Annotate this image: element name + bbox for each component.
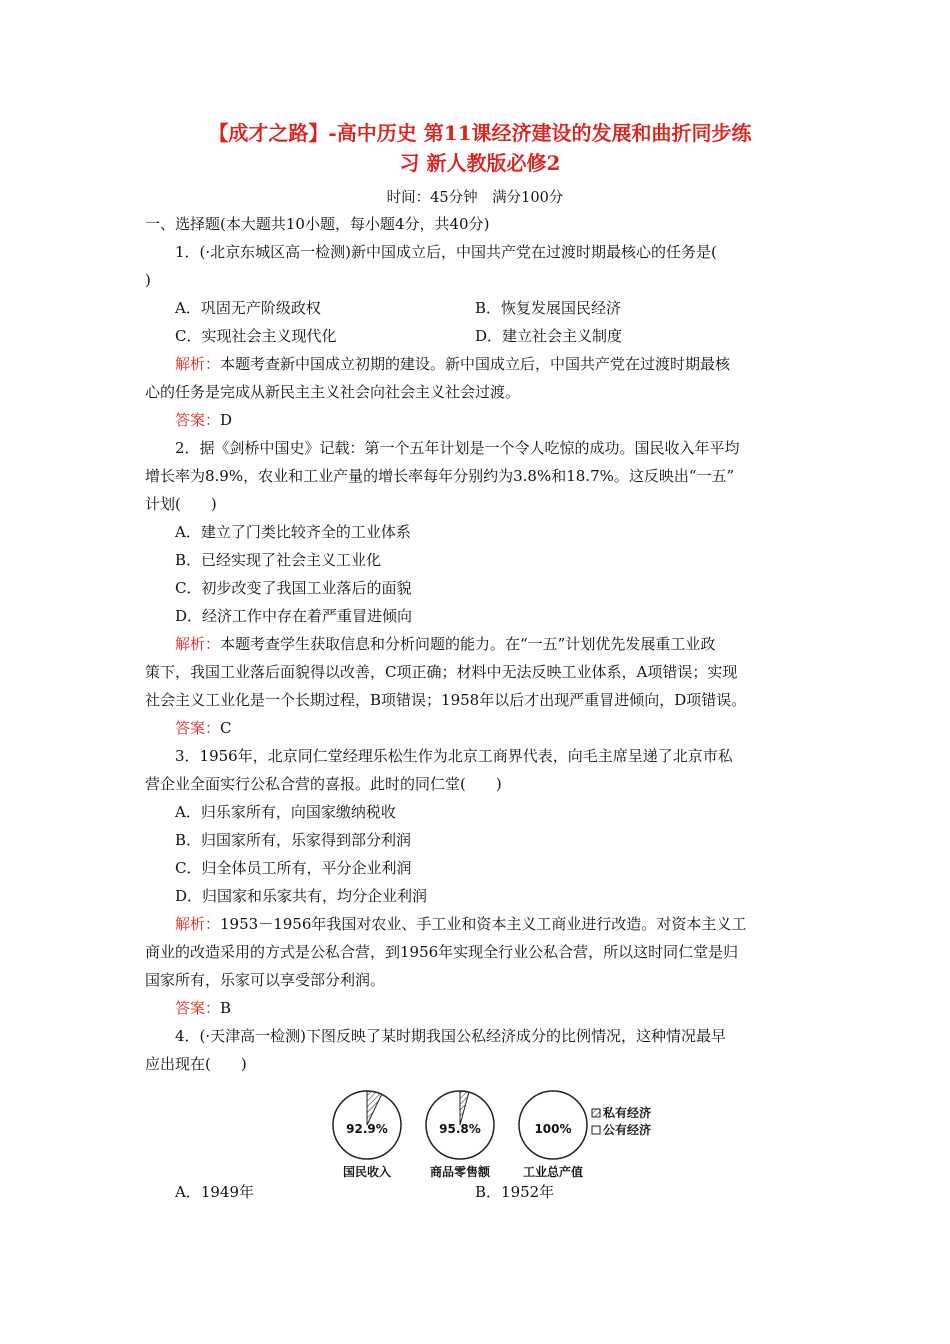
q1-analysis-line1: 解析：本题考查新中国成立初期的建设。新中国成立后，中国共产党在过渡时期最核 (175, 355, 731, 373)
q2-option-d: D．经济工作中存在着严重冒进倾向 (175, 607, 413, 625)
answer-label: 答案： (175, 411, 221, 429)
pie-value-label: 95.8% (439, 1122, 481, 1136)
q3-option-b: B．归国家所有，乐家得到部分利润 (175, 831, 412, 849)
q2-analysis-line2: 策下，我国工业落后面貌得以改善，C项正确；材料中无法反映工业体系，A项错误；实现 (145, 663, 738, 681)
q3-stem-line1: 3．1956年，北京同仁堂经理乐松生作为北京工商界代表，向毛主席呈递了北京市私 (175, 747, 733, 765)
title-line-2: 习 新人教版必修2 (399, 151, 561, 175)
q3-analysis-line1: 解析：1953－1956年我国对农业、手工业和资本主义工商业进行改造。对资本主义工 (175, 915, 747, 933)
analysis-label: 解析： (175, 915, 221, 933)
legend-private-swatch (592, 1109, 600, 1117)
q4-option-a: A．1949年 (175, 1183, 255, 1201)
q1-stem-line1: 1．(·北京东城区高一检测)新中国成立后，中国共产党在过渡时期最核心的任务是( (175, 243, 717, 261)
time-and-score: 时间：45分钟 满分100分 (386, 190, 564, 206)
q1-answer: 答案：D (175, 411, 233, 429)
q2-analysis-line3: 社会主义工业化是一个长期过程，B项错误；1958年以后才出现严重冒进倾向，D项错误。 (145, 691, 747, 709)
q3-stem-line2: 营企业全面实行公私合营的喜报。此时的同仁堂( ) (145, 775, 502, 793)
q3-analysis-line3: 国家所有，乐家可以享受部分利润。 (145, 971, 386, 989)
page-title (140, 118, 820, 178)
q3-analysis-line2: 商业的改造采用的方式是公私合营，到1956年实现全行业公私合营，所以这时同仁堂是归 (145, 943, 739, 961)
analysis-label: 解析： (175, 355, 221, 373)
section-heading: 一、选择题(本大题共10小题，每小题4分，共40分) (145, 215, 490, 233)
title-line-1: 【成才之路】-高中历史 第11课经济建设的发展和曲折同步练 (208, 121, 752, 145)
q1-option-a: A．巩固无产阶级政权 (175, 299, 321, 317)
legend-public-label: 公有经济 (603, 1123, 652, 1137)
pie-category-label: 商品零售额 (429, 1165, 491, 1179)
q2-answer: 答案：C (175, 719, 232, 737)
pie-value-label: 92.9% (346, 1122, 388, 1136)
q4-stem-line1: 4．(·天津高一检测)下图反映了某时期我国公私经济成分的比例情况，这种情况最早 (175, 1027, 727, 1045)
answer-label: 答案： (175, 999, 221, 1017)
q2-analysis-line1: 解析：本题考查学生获取信息和分析问题的能力。在“一五”计划优先发展重工业政 (175, 635, 716, 653)
q1-option-d: D．建立社会主义制度 (475, 327, 623, 345)
q4-stem-line2: 应出现在( ) (145, 1055, 247, 1073)
legend-public-swatch (592, 1126, 600, 1134)
q2-stem-line2: 增长率为8.9%，农业和工业产量的增长率每年分别约为3.8%和18.7%。这反映出“一五” (145, 467, 735, 485)
q2-option-b: B．已经实现了社会主义工业化 (175, 551, 382, 569)
legend-private-label: 私有经济 (603, 1106, 652, 1120)
q1-stem-line2: ) (145, 271, 151, 289)
q1-option-c: C．实现社会主义现代化 (175, 327, 337, 345)
q3-answer: 答案：B (175, 999, 232, 1017)
q2-stem-line3: 计划( ) (145, 495, 217, 513)
q4-option-b: B．1952年 (475, 1183, 555, 1201)
chart-legend (592, 1105, 651, 1137)
q1-option-b: B．恢复发展国民经济 (475, 299, 622, 317)
q3-option-d: D．归国家和乐家共有，均分企业利润 (175, 887, 428, 905)
q2-option-a: A．建立了门类比较齐全的工业体系 (175, 523, 411, 541)
analysis-label: 解析： (175, 635, 221, 653)
pie-chart-group (320, 1080, 680, 1180)
q3-option-c: C．归全体员工所有，平分企业利润 (175, 859, 412, 877)
pie-category-label: 国民收入 (342, 1165, 392, 1179)
q3-option-a: A．归乐家所有，向国家缴纳税收 (175, 803, 396, 821)
q1-analysis-line2: 心的任务是完成从新民主主义社会向社会主义社会过渡。 (145, 383, 521, 401)
q2-option-c: C．初步改变了我国工业落后的面貌 (175, 579, 412, 597)
answer-label: 答案： (175, 719, 221, 737)
pie-category-label: 工业总产值 (522, 1165, 584, 1179)
pie-value-label: 100% (534, 1122, 572, 1136)
q2-stem-line1: 2．据《剑桥中国史》记载：第一个五年计划是一个令人吃惊的成功。国民收入年平均 (175, 439, 740, 457)
